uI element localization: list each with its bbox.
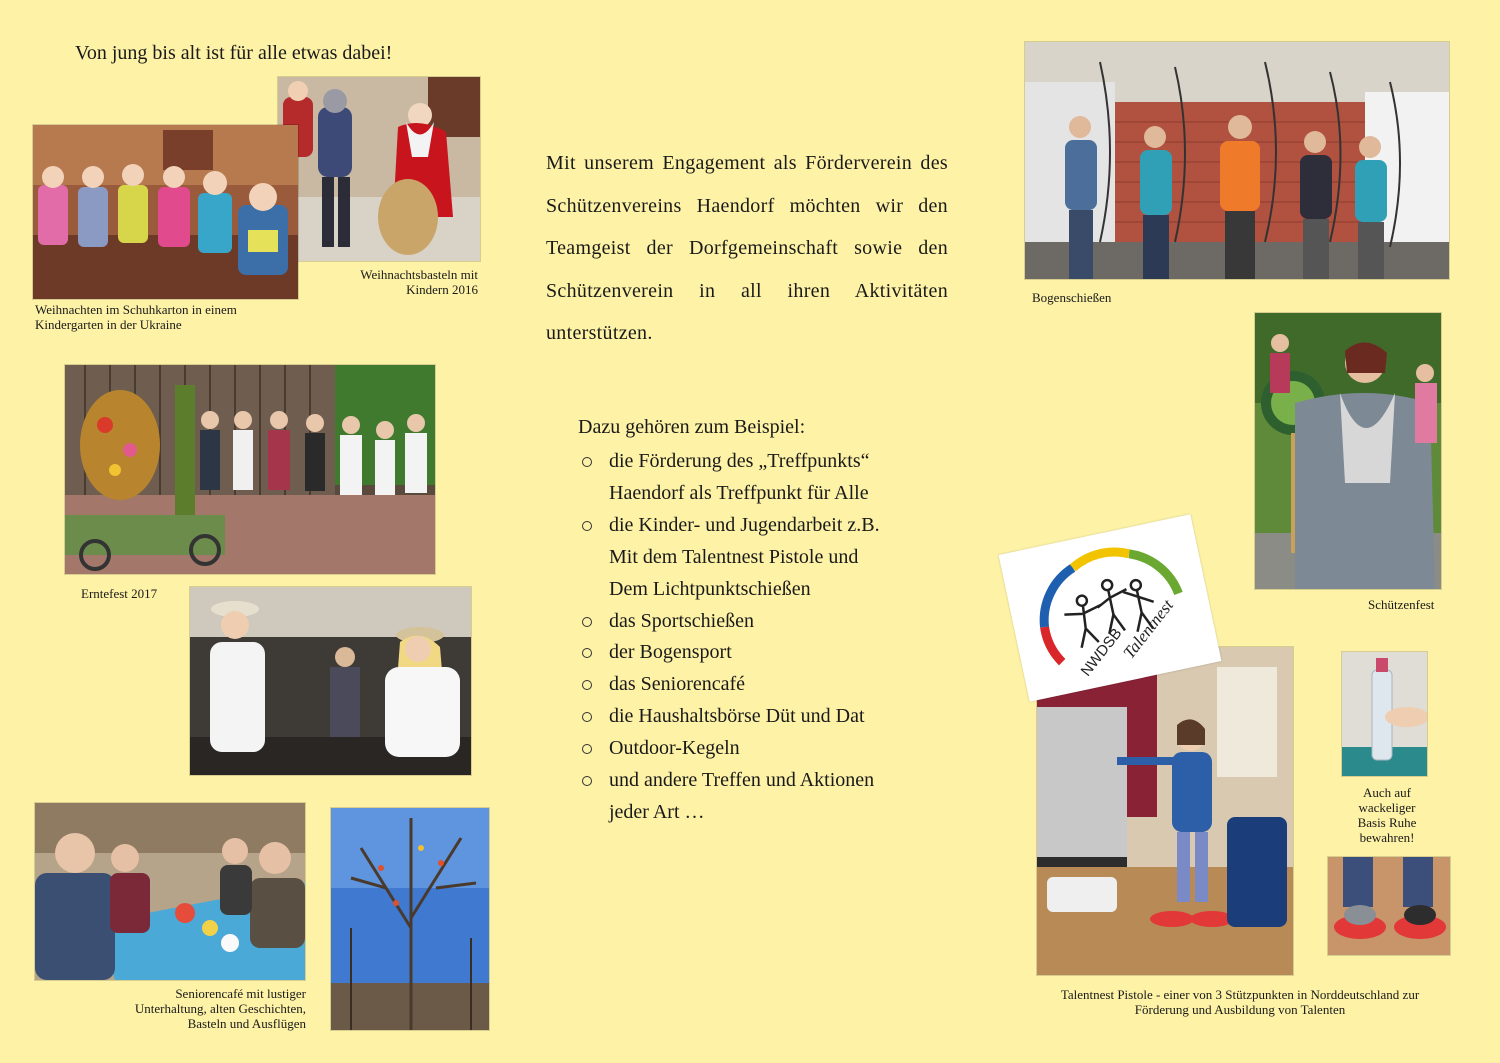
caption-line: Basis Ruhe (1357, 815, 1417, 830)
caption-line: Talentnest Pistole - einer von 3 Stützpunkten in Norddeutschland zur (1060, 987, 1420, 1002)
list-item-text: der Bogensport (609, 641, 732, 664)
photo-seniorencafe (35, 803, 305, 980)
caption-line: Kindern 2016 (406, 282, 478, 297)
caption-line: bewahren! (1359, 830, 1415, 845)
bullet-circle-icon (582, 457, 592, 467)
bullet-circle-icon (582, 617, 592, 627)
photo-schuetzenfest (1255, 313, 1441, 589)
caption-line: Auch auf (1362, 785, 1411, 800)
list-item (578, 733, 880, 765)
list-item (578, 669, 880, 701)
list-item (578, 637, 880, 669)
caption-line: Förderung und Ausbildung von Talenten (1134, 1002, 1346, 1017)
photo-baum (331, 808, 489, 1030)
list-item (578, 606, 880, 638)
photo-schuhkarton (33, 125, 298, 299)
caption-line: Unterhaltung, alten Geschichten, (134, 1001, 306, 1016)
list-item-text: jeder Art … (609, 800, 705, 823)
photo-fuesse (1328, 857, 1450, 955)
list-intro: Dazu gehören zum Beispiel: (578, 416, 806, 438)
list-item (578, 701, 880, 733)
list-item-text: Outdoor-Kegeln (609, 737, 740, 760)
bullet-circle-icon (582, 712, 592, 722)
caption-erntefest: Erntefest 2017 (81, 586, 158, 601)
list-item-text: das Seniorencafé (609, 673, 746, 696)
activities-list (578, 446, 880, 829)
list-item-text: das Sportschießen (609, 609, 754, 632)
list-item (578, 510, 880, 606)
photo-tanz (190, 587, 471, 775)
bullet-circle-icon (582, 648, 592, 658)
list-item (578, 765, 880, 829)
logo-text-left: NWDSB (1077, 625, 1126, 680)
caption-ruhe (1342, 785, 1432, 845)
caption-schuhkarton (35, 302, 315, 332)
list-item-text: und andere Treffen und Aktionen (609, 769, 875, 792)
caption-bogenschiessen: Bogenschießen (1032, 290, 1112, 305)
caption-line: Seniorencafé mit lustiger (175, 986, 306, 1001)
photo-flasche (1342, 652, 1427, 776)
intro-paragraph: Mit unserem Engagement als Förderverein des Schützenvereins Haendorf möchten wir den Teamgeist der Dorfgemeinschaft sowie den Schützenverein in all ihren Aktivitäten unterstützen. (546, 152, 948, 344)
caption-talentnest (1030, 987, 1450, 1017)
caption-line: Kindergarten in der Ukraine (35, 317, 182, 332)
bullet-circle-icon (582, 776, 592, 786)
list-item-text: die Kinder- und Jugendarbeit z.B. (609, 513, 880, 536)
list-item-text: Dem Lichtpunktschießen (609, 577, 811, 600)
bullet-circle-icon (582, 680, 592, 690)
list-item-text: die Haushaltsbörse Düt und Dat (609, 705, 865, 728)
page-heading: Von jung bis alt ist für alle etwas dabei! (75, 42, 393, 64)
photo-talentnest (1037, 647, 1293, 975)
caption-weihnachtsbasteln (290, 267, 478, 297)
photo-bogenschiessen (1025, 42, 1449, 279)
caption-line: Basteln und Ausflügen (187, 1016, 306, 1031)
photo-weihnachtsbasteln (278, 77, 480, 261)
list-item-text: Mit dem Talentnest Pistole und (609, 545, 859, 568)
logo-text-right: Talentnest (1119, 595, 1178, 663)
caption-line: Weihnachten im Schuhkarton in einem (35, 302, 237, 317)
bullet-circle-icon (582, 744, 592, 754)
list-item-text: Haendorf als Treffpunkt für Alle (609, 481, 869, 504)
caption-line: wackeliger (1358, 800, 1416, 815)
photo-erntefest (65, 365, 435, 574)
caption-seniorencafe (100, 986, 306, 1031)
list-item-text: die Förderung des „Treffpunkts“ (609, 450, 870, 472)
caption-line: Weihnachtsbasteln mit (360, 267, 478, 282)
bullet-circle-icon (582, 521, 592, 531)
caption-schuetzenfest: Schützenfest (1368, 597, 1435, 612)
list-item (578, 446, 880, 510)
